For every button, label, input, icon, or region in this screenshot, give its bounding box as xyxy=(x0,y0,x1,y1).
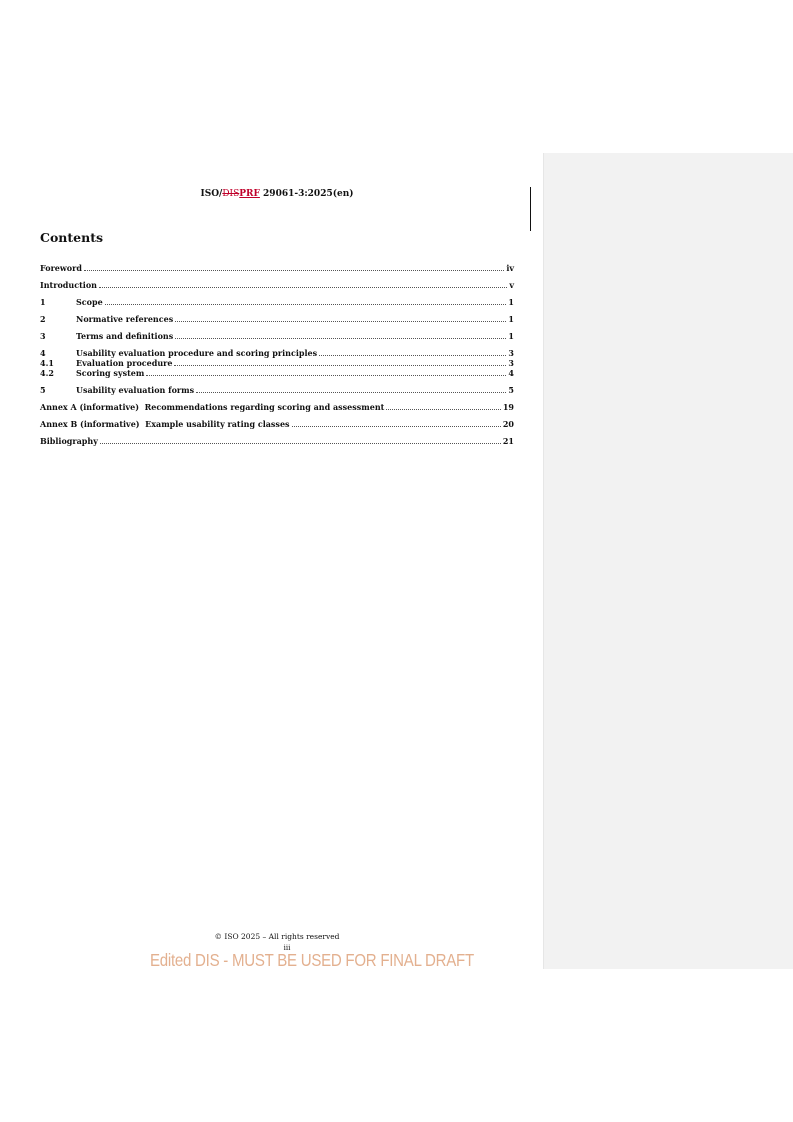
toc-leader xyxy=(196,386,506,393)
toc-entry-bibliography[interactable] xyxy=(40,436,514,446)
document-header xyxy=(40,189,514,199)
toc-label: Introduction xyxy=(40,280,97,290)
header-suffix: 29061-3:2025(en) xyxy=(259,189,354,199)
toc-label: Usability evaluation procedure and scoring principles xyxy=(76,348,318,358)
toc-entry-scoring-system[interactable] xyxy=(40,368,514,378)
toc-label: Usability evaluation forms xyxy=(76,385,195,395)
toc-number: 3 xyxy=(40,331,46,341)
toc-page: 19 xyxy=(502,402,514,412)
toc-entry-usability-evaluation-procedure[interactable] xyxy=(40,348,514,358)
toc-number: 5 xyxy=(40,385,46,395)
toc-label: Scope xyxy=(76,297,103,307)
toc-label: Bibliography xyxy=(40,436,98,446)
draft-watermark: Edited DIS - MUST BE USED FOR FINAL DRAFT xyxy=(150,950,474,970)
toc-label: Normative references xyxy=(76,314,174,324)
toc-page: 1 xyxy=(508,314,514,324)
toc-page: 21 xyxy=(502,436,514,446)
toc-number: 4.2 xyxy=(40,368,54,378)
table-of-contents xyxy=(40,263,514,446)
toc-entry-usability-evaluation-forms[interactable] xyxy=(40,385,514,395)
toc-page: 5 xyxy=(508,385,514,395)
toc-leader xyxy=(105,298,507,305)
toc-label: Evaluation procedure xyxy=(76,358,173,368)
toc-number: 4.1 xyxy=(40,358,54,368)
toc-page: 20 xyxy=(502,419,514,429)
toc-leader xyxy=(174,359,506,366)
comment-pane xyxy=(543,153,793,969)
toc-entry-evaluation-procedure[interactable] xyxy=(40,358,514,368)
toc-label: Scoring system xyxy=(76,368,145,378)
toc-page: 3 xyxy=(508,348,514,358)
toc-leader xyxy=(292,420,501,427)
toc-number: 1 xyxy=(40,297,46,307)
toc-entry-annex-b[interactable] xyxy=(40,419,514,429)
toc-label: Annex B (informative) Example usability rating classes xyxy=(40,419,290,429)
toc-page: v xyxy=(509,280,514,290)
header-prefix: ISO/ xyxy=(200,189,223,199)
toc-entry-foreword[interactable] xyxy=(40,263,514,273)
toc-number: 2 xyxy=(40,314,46,324)
toc-leader xyxy=(100,437,501,444)
toc-leader xyxy=(386,403,501,410)
change-bar xyxy=(530,187,531,231)
toc-leader xyxy=(175,332,506,339)
toc-label: Terms and definitions xyxy=(76,331,174,341)
header-deleted-text: DIS xyxy=(222,189,240,199)
toc-page: iv xyxy=(506,263,514,273)
contents-title: Contents xyxy=(40,230,104,245)
toc-page: 1 xyxy=(508,331,514,341)
toc-entry-annex-a[interactable] xyxy=(40,402,514,412)
toc-page: 1 xyxy=(508,297,514,307)
toc-leader xyxy=(99,281,507,288)
toc-leader xyxy=(146,369,506,376)
page-number: iii xyxy=(283,944,291,952)
toc-leader xyxy=(84,264,504,271)
toc-leader xyxy=(319,349,506,356)
toc-entry-introduction[interactable] xyxy=(40,280,514,290)
toc-entry-terms-and-definitions[interactable] xyxy=(40,331,514,341)
header-inserted-text: PRF xyxy=(239,189,260,199)
toc-page: 3 xyxy=(508,358,514,368)
toc-label: Annex A (informative) Recommendations regarding scoring and assessment xyxy=(40,402,385,412)
toc-number: 4 xyxy=(40,348,46,358)
footer-copyright: © ISO 2025 – All rights reserved xyxy=(214,932,340,941)
toc-label: Foreword xyxy=(40,263,82,273)
toc-leader xyxy=(175,315,506,322)
toc-entry-scope[interactable] xyxy=(40,297,514,307)
toc-entry-normative-references[interactable] xyxy=(40,314,514,324)
toc-page: 4 xyxy=(508,368,514,378)
